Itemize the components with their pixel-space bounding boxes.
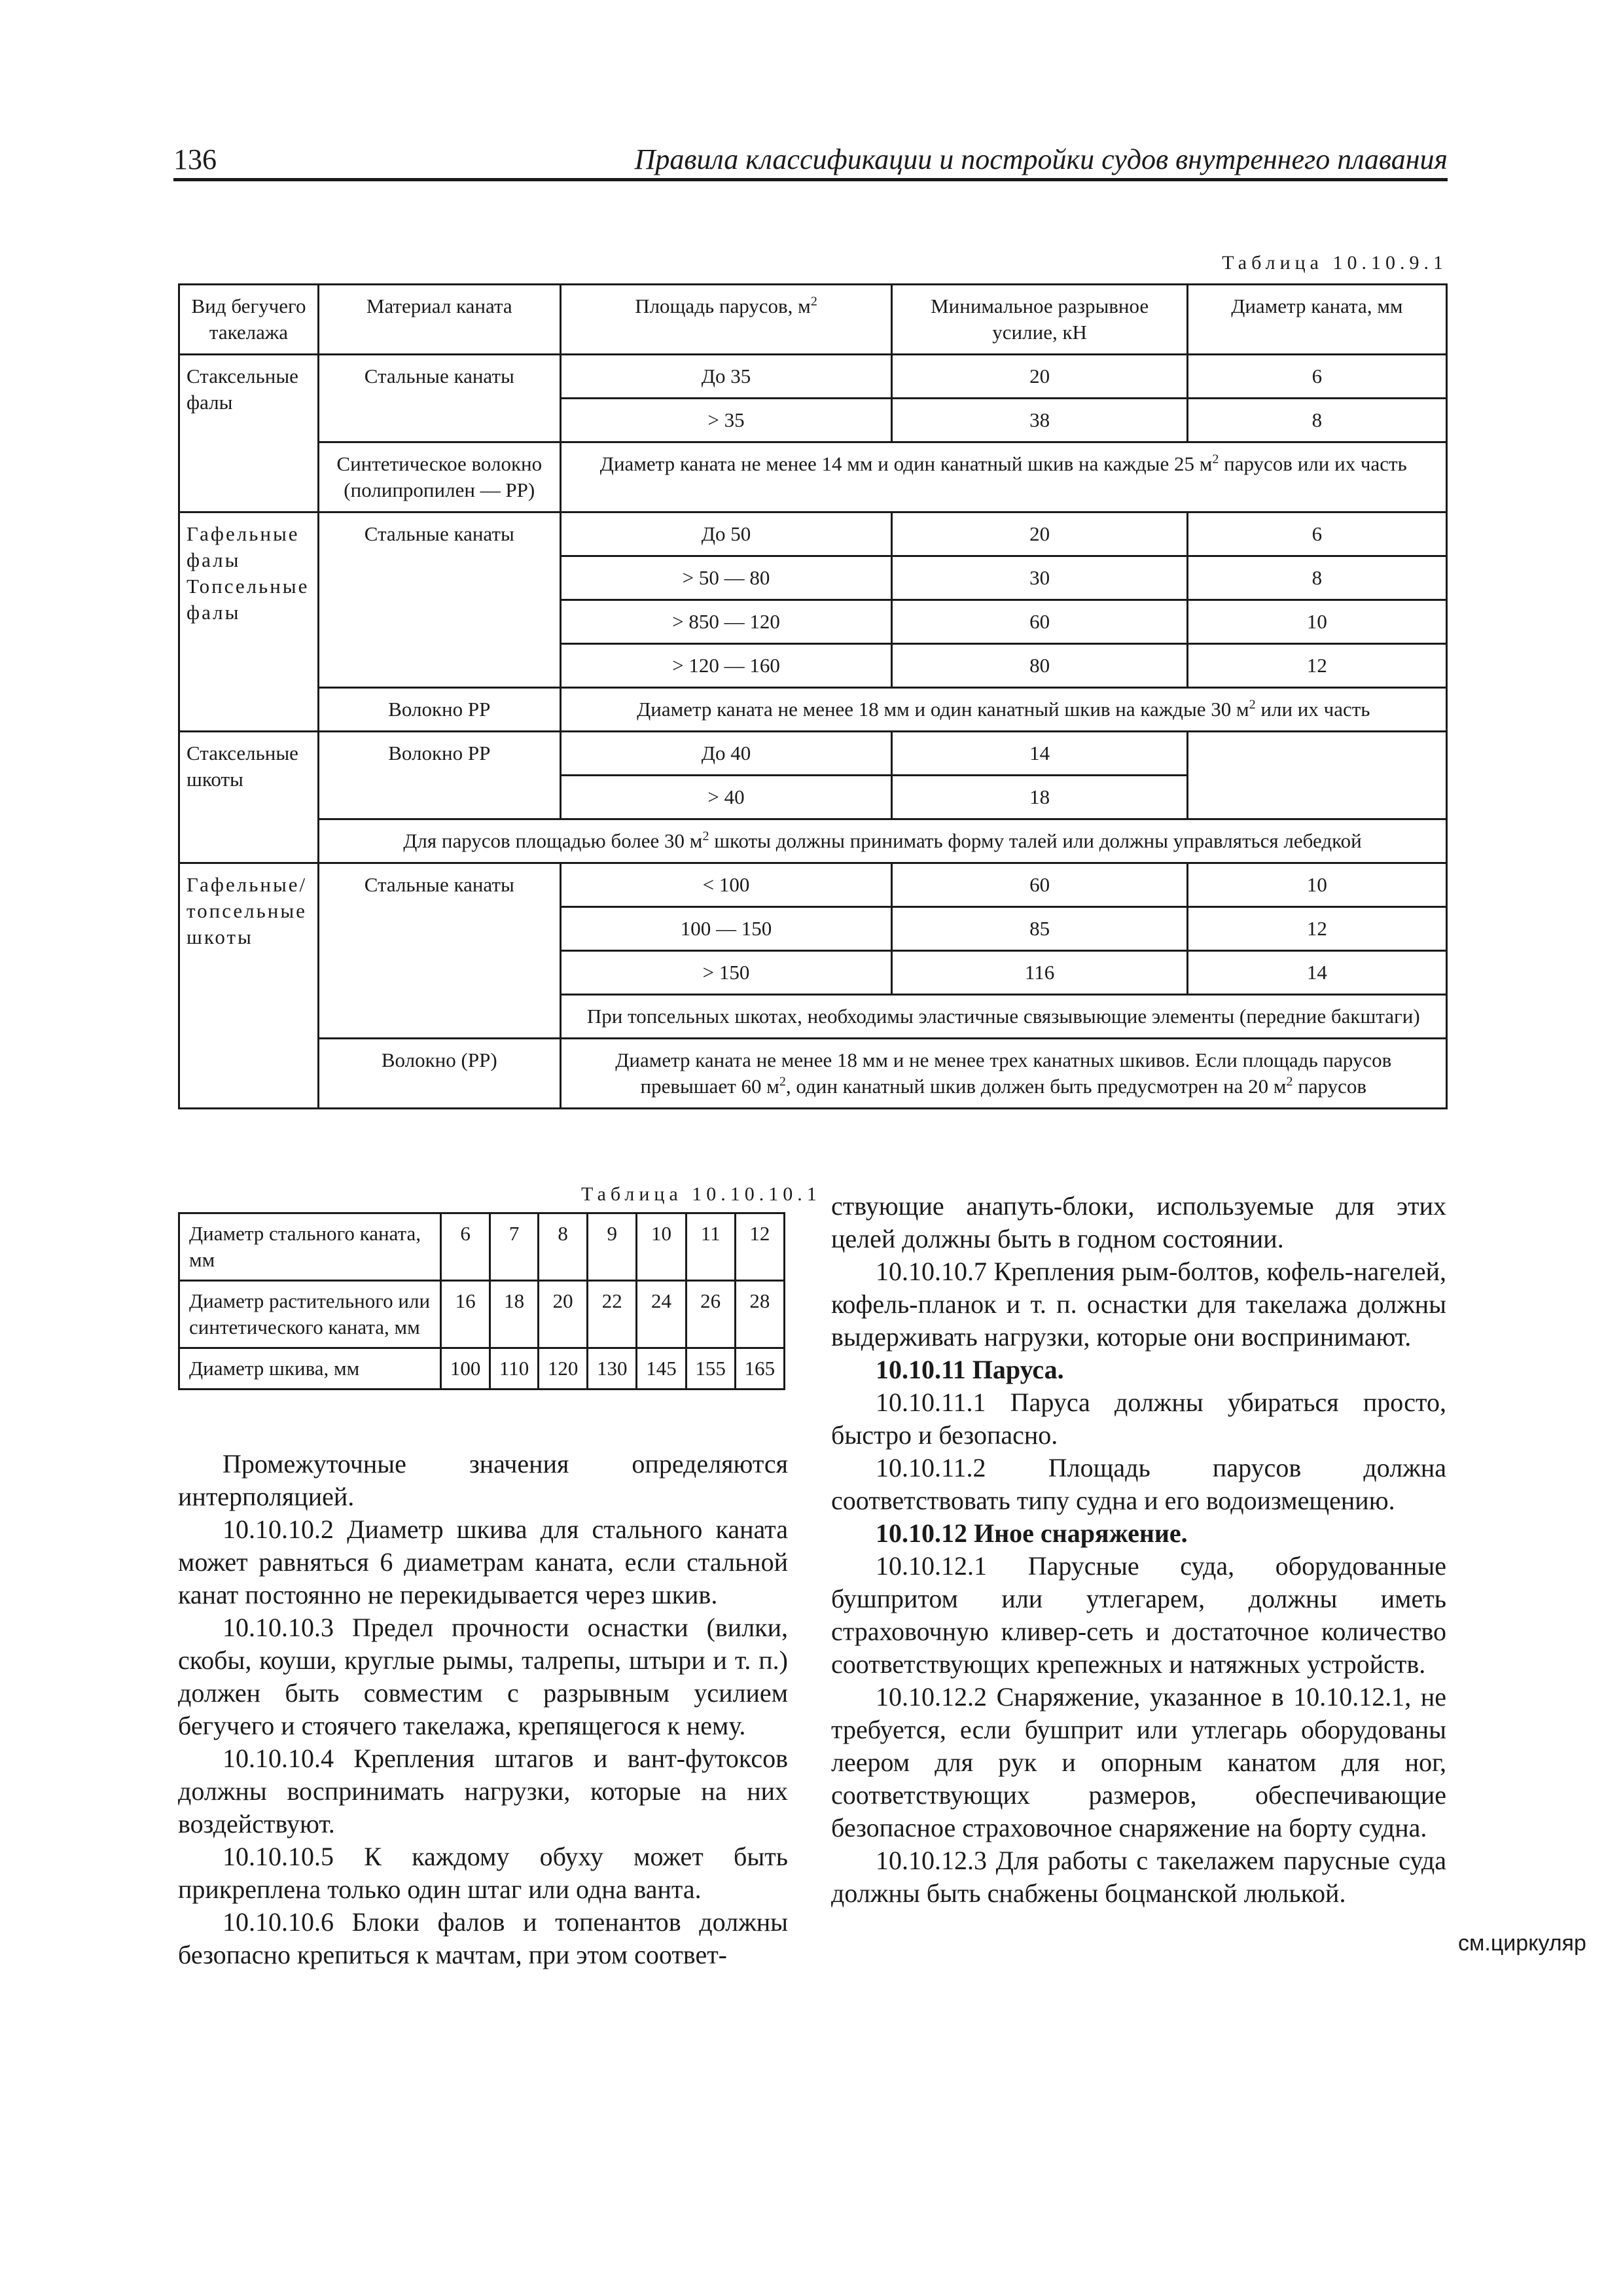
- table-cell: 10: [637, 1213, 686, 1281]
- table-cell: 12: [1187, 644, 1446, 688]
- paragraph: [178, 1513, 788, 1611]
- page-number: 136: [173, 143, 217, 175]
- table-cell: 165: [735, 1348, 784, 1390]
- note-cell: [560, 1039, 1446, 1109]
- clause-text: Крепления штагов и вант-футоксов должны воспринимать нагрузки, которые на них воздействуют.: [178, 1744, 788, 1839]
- header-cell: [560, 285, 892, 355]
- material-cell: Волокно (PP): [318, 1039, 560, 1109]
- table-cell: 110: [490, 1348, 539, 1390]
- clause-text: Паруса должны убираться просто, быстро и безопасно.: [831, 1388, 1446, 1450]
- paragraph: ствующие анапуть-блоки, используемые для этих целей должны быть в годном состоянии.: [831, 1191, 1446, 1253]
- row-label: Диаметр шкива, мм: [179, 1348, 441, 1390]
- clause-number: 10.10.10.4: [223, 1744, 334, 1773]
- note-text: или их часть: [1255, 698, 1370, 721]
- running-title: Правила классификации и постройки судов внутреннего плавания: [634, 143, 1448, 175]
- table-cell: > 120 — 160: [560, 644, 892, 688]
- note-text: Для парусов площадью более 30 м: [403, 829, 703, 852]
- clause-text: Для работы с такелажем парусные суда должны быть снабжены боцманской люлькой.: [831, 1846, 1446, 1908]
- header-cell: Минимальное разрывное усилие, кН: [892, 285, 1187, 355]
- table-row: [179, 1039, 1447, 1109]
- table-cell: < 100: [560, 863, 892, 907]
- clause-number: 10.10.12.1: [876, 1551, 987, 1581]
- table-cell: До 35: [560, 355, 892, 399]
- paragraph: [178, 1906, 788, 1971]
- rigging-table: [178, 283, 1448, 1109]
- row-label: Диаметр стального каната, мм: [179, 1213, 441, 1281]
- note-text: парусов: [1293, 1075, 1367, 1098]
- clause-text: Диаметр шкива для стального каната может равняться 6 диаметрам каната, если стальной канат постоянно не перекидывается через шкив.: [178, 1515, 788, 1609]
- table-cell: 38: [892, 399, 1187, 442]
- sheave-diameter-table: [178, 1212, 785, 1390]
- right-column: [831, 1190, 1446, 1910]
- table-cell: 60: [892, 863, 1187, 907]
- rigging-type-cell: Стаксельные шкоты: [179, 732, 319, 863]
- clause-text: Площадь парусов должна соответствовать типу судна и его водоизмещению.: [831, 1453, 1446, 1515]
- paragraph: [831, 1255, 1446, 1354]
- paragraph: [178, 1840, 788, 1906]
- paragraph: [831, 1386, 1446, 1452]
- note-cell: [318, 819, 1446, 863]
- paragraph: [831, 1681, 1446, 1844]
- material-cell: Волокно PP: [318, 732, 560, 819]
- table-cell: 26: [686, 1281, 735, 1348]
- table-cell: 8: [1187, 399, 1446, 442]
- note-text: парусов или их часть: [1219, 452, 1407, 475]
- table2-caption: Таблица 10.10.10.1: [581, 1183, 821, 1205]
- note-text: Диаметр каната не менее 14 мм и один канатный шкив на каждые 25 м: [599, 452, 1213, 475]
- table-cell: 14: [892, 732, 1187, 776]
- table-cell: До 50: [560, 512, 892, 556]
- table-cell: 116: [892, 951, 1187, 995]
- table1-caption: Таблица 10.10.9.1: [1222, 252, 1448, 274]
- table-cell: 10: [1187, 600, 1446, 644]
- note-text: , один канатный шкив должен быть предусмотрен на 20 м: [785, 1075, 1287, 1098]
- table-cell: > 150: [560, 951, 892, 995]
- table-cell: 145: [637, 1348, 686, 1390]
- table-cell: 10: [1187, 863, 1446, 907]
- table-cell: 8: [539, 1213, 588, 1281]
- table-cell: 16: [441, 1281, 490, 1348]
- clause-number: 10.10.12.2: [876, 1682, 987, 1712]
- table-cell: 22: [588, 1281, 637, 1348]
- table-row: [179, 442, 1447, 512]
- table-cell: 18: [892, 776, 1187, 819]
- clause-text: Крепления рым-болтов, кофель-нагелей, кофель-планок и т. п. оснастки для такелажа должны выдерживать нагрузки, которые они воспринимают.: [831, 1257, 1446, 1352]
- paragraph: [831, 1550, 1446, 1681]
- table-header-row: [179, 285, 1447, 355]
- table-cell: > 850 — 120: [560, 600, 892, 644]
- note-cell: [560, 442, 1446, 512]
- table-cell: 120: [539, 1348, 588, 1390]
- unit-superscript: 2: [702, 829, 709, 844]
- table-cell: 24: [637, 1281, 686, 1348]
- rigging-type-cell: [179, 512, 319, 732]
- empty-cell: [1187, 732, 1446, 819]
- paragraph: Промежуточные значения определяются интерполяцией.: [178, 1449, 788, 1511]
- clause-number: 10.10.10.2: [223, 1515, 334, 1544]
- unit-superscript: 2: [1249, 697, 1256, 712]
- note-cell: При топсельных шкотах, необходимы эластичные связывыющие элементы (передние бакштаги): [560, 995, 1446, 1039]
- table-cell: 155: [686, 1348, 735, 1390]
- section-heading-text: 10.10.12 Иное снаряжение.: [876, 1518, 1188, 1548]
- margin-note: см.циркуляр: [1458, 1931, 1586, 1956]
- header-cell: Материал каната: [318, 285, 560, 355]
- clause-number: 10.10.12.3: [876, 1846, 987, 1875]
- table-cell: 80: [892, 644, 1187, 688]
- clause-text: Предел прочности оснастки (вилки, скобы, коуши, круглые рымы, талрепы, штыри и т. п.) должен быть совместим с разрывным усилием бегучего и стоячего такелажа, крепящегося к нему.: [178, 1613, 788, 1740]
- table-row: [179, 1281, 785, 1348]
- rigging-type-cell: Стаксельные фалы: [179, 355, 319, 512]
- table-row: [179, 512, 1447, 556]
- table-row: [179, 819, 1447, 863]
- clause-number: 10.10.10.6: [223, 1907, 334, 1937]
- table-cell: 6: [1187, 512, 1446, 556]
- table-cell: 28: [735, 1281, 784, 1348]
- material-cell: Волокно PP: [318, 688, 560, 732]
- table-cell: 14: [1187, 951, 1446, 995]
- header-cell: Вид бегучего такелажа: [179, 285, 319, 355]
- header-cell: Диаметр каната, мм: [1187, 285, 1446, 355]
- table-cell: До 40: [560, 732, 892, 776]
- table-cell: 100 — 150: [560, 907, 892, 951]
- table-cell: 9: [588, 1213, 637, 1281]
- table-cell: 6: [1187, 355, 1446, 399]
- left-column: [178, 1448, 788, 1971]
- unit-superscript: 2: [1286, 1074, 1293, 1089]
- table-cell: > 35: [560, 399, 892, 442]
- clause-text: Парусные суда, оборудованные бушпритом или утлегарем, должны иметь страховочную кливер-сеть и достаточное количество соответствующих крепежных и натяжных устройств.: [831, 1551, 1446, 1679]
- unit-superscript: 2: [779, 1074, 786, 1089]
- table-cell: 20: [892, 512, 1187, 556]
- note-cell: [560, 688, 1446, 732]
- table-cell: 7: [490, 1213, 539, 1281]
- material-cell: Стальные канаты: [318, 863, 560, 1039]
- rigging-type-cell: Гафельные/ топсельные шкоты: [179, 863, 319, 1109]
- table-cell: 100: [441, 1348, 490, 1390]
- table-cell: 18: [490, 1281, 539, 1348]
- table-cell: 60: [892, 600, 1187, 644]
- table-cell: 20: [539, 1281, 588, 1348]
- table-cell: 8: [1187, 556, 1446, 600]
- clause-number: 10.10.10.3: [223, 1613, 334, 1642]
- paragraph: [178, 1611, 788, 1742]
- section-heading-text: 10.10.11 Паруса.: [876, 1355, 1064, 1384]
- table-cell: 20: [892, 355, 1187, 399]
- table-row: [179, 732, 1447, 776]
- material-cell: Стальные канаты: [318, 512, 560, 688]
- note-text: Диаметр каната не менее 18 мм и один канатный шкив на каждые 30 м: [637, 698, 1249, 721]
- table-cell: > 40: [560, 776, 892, 819]
- unit-superscript: 2: [1212, 452, 1219, 467]
- clause-number: 10.10.10.7: [876, 1257, 987, 1286]
- material-cell: Стальные канаты: [318, 355, 560, 442]
- table-cell: 6: [441, 1213, 490, 1281]
- table-row: [179, 863, 1447, 907]
- paragraph: [831, 1844, 1446, 1910]
- clause-text: Снаряжение, указанное в 10.10.12.1, не требуется, если бушприт или утлегарь оборудованы леером для рук и опорным канатом для ног, соответствующих размеров, обеспечивающие безопасное страховочное снаряжение на борту судна.: [831, 1682, 1446, 1842]
- table-cell: 130: [588, 1348, 637, 1390]
- section-heading: [831, 1517, 1446, 1550]
- rigging-type-text: Топсельные фалы: [187, 575, 310, 624]
- rigging-type-text: Гафельные фалы: [187, 522, 300, 571]
- header-rule: [173, 178, 1448, 181]
- paragraph: [831, 1452, 1446, 1517]
- note-text: Диаметр каната не менее 18 мм и не менее трех канатных шкивов. Если площадь парусов превышает 60 м: [615, 1049, 1392, 1098]
- table-row: [179, 1348, 785, 1390]
- clause-number: 10.10.10.5: [223, 1842, 334, 1871]
- unit-superscript: 2: [810, 294, 817, 309]
- section-heading: [831, 1354, 1446, 1386]
- clause-text: Блоки фалов и топенантов должны безопасно крепиться к мачтам, при этом соответ-: [178, 1907, 788, 1969]
- table-row: [179, 688, 1447, 732]
- table-cell: 11: [686, 1213, 735, 1281]
- clause-text: К каждому обуху может быть прикреплена только один штаг или одна ванта.: [178, 1842, 788, 1904]
- table-cell: 12: [735, 1213, 784, 1281]
- row-label: Диаметр растительного или синтетического каната, мм: [179, 1281, 441, 1348]
- table-row: [179, 355, 1447, 399]
- table-cell: > 50 — 80: [560, 556, 892, 600]
- table-cell: 30: [892, 556, 1187, 600]
- table-cell: 85: [892, 907, 1187, 951]
- material-cell: Синтетическое волокно (полипропилен — PP): [318, 442, 560, 512]
- header-area-label: Площадь парусов, м: [635, 295, 811, 317]
- note-text: шкоты должны принимать форму талей или должны управляться лебедкой: [709, 829, 1362, 852]
- clause-number: 10.10.11.2: [876, 1453, 986, 1482]
- table-row: [179, 1213, 785, 1281]
- clause-number: 10.10.11.1: [876, 1388, 986, 1417]
- table-cell: 12: [1187, 907, 1446, 951]
- paragraph: [178, 1742, 788, 1840]
